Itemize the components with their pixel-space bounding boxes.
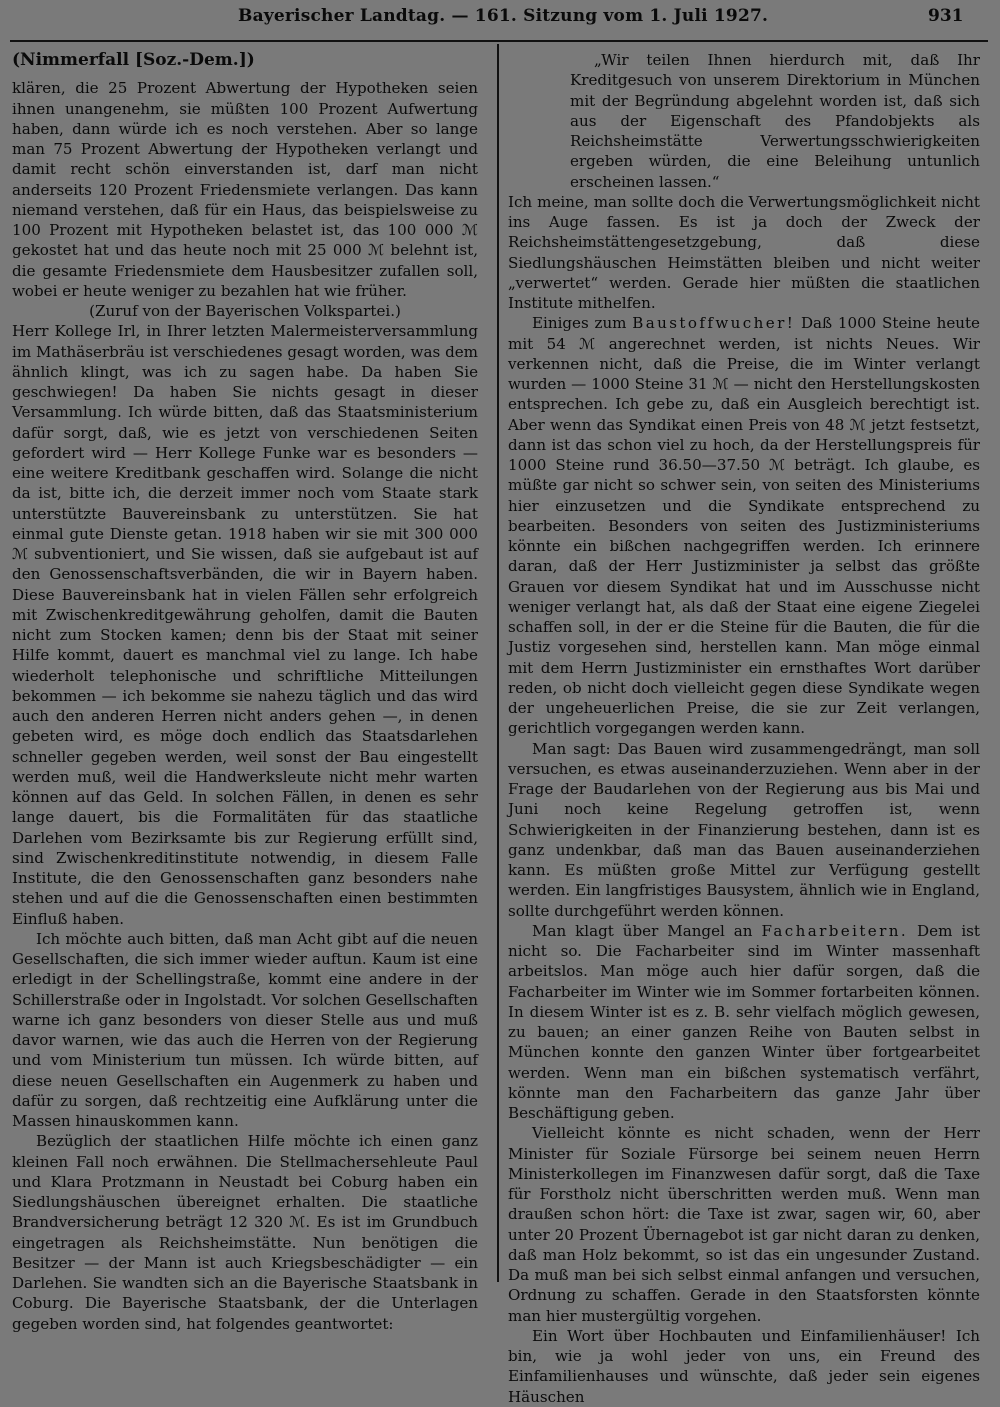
- paragraph: Ich meine, man sollte doch die Verwertungsmöglichkeit nicht ins Auge fassen. Es ist ja doch der Zweck der Reichsheimstättengesetzgebung, daß diese Siedlungshäuschen Heimstätten bleiben und nicht weiter „verwertet“ werden. Gerade hier müßten die staatlichen Institute mithelfen.: [508, 192, 980, 312]
- paragraph: Bezüglich der staatlichen Hilfe möchte ich einen ganz kleinen Fall noch erwähnen. Die Stellmachersehleute Paul und Klara Protzmann in Neustadt bei Coburg haben ein Siedlungshäuschen übereignet erhalten. Die staatliche Brandversicherung beträgt 12 320 ℳ. Es ist im Grundbuch eingetragen als Reichsheimstätte. Nun benötigen die Besitzer — der Mann ist auch Kriegsbeschädigter — ein Darlehen. Sie wandten sich an die Bayerische Staatsbank in Coburg. Die Bayerische Staatsbank, der die Unterlagen gegeben worden sind, hat folgendes geantwortet:: [12, 1132, 478, 1333]
- speaker-name: (Nimmerfall [Soz.-Dem.]): [12, 50, 255, 70]
- interjection: (Zuruf von der Bayerischen Volkspartei.): [89, 302, 401, 320]
- paragraph: Man sagt: Das Bauen wird zusammengedrängt, man soll versuchen, es etwas auseinanderzuziehen. Wenn aber in der Frage der Baudarlehen von der Regierung aus bis Mai und Juni noch keine Regelung getroffen ist, wenn Schwierigkeiten in der Finanzierung bestehen, dann ist es ganz undenkbar, daß man das Bauen auseinanderziehen kann. Es müßten große Mittel zur Verfügung gestellt werden. Ein langfristiges Bausystem, ähnlich wie in England, sollte durchgeführt werden können.: [508, 739, 980, 920]
- paragraph: Ein Wort über Hochbauten und Einfamilienhäuser! Ich bin, wie ja wohl jeder von uns, ein Freund des Einfamilienhauses und wünschte, daß jeder sein eigenes Häuschen: [508, 1326, 980, 1406]
- paragraph-text: Dem ist nicht so. Die Facharbeiter sind im Winter massenhaft arbeitslos. Man möge auch hier dafür sorgen, daß die Facharbeiter im Winter wie im Sommer fortarbeiten können. In diesem Winter ist es z. B. sehr vielfach möglich gewesen, zu bauen; an einer ganzen Reihe von Bauten selbst in München konnte den ganzen Winter über fortgearbeitet werden. Wenn man ein bißchen systematisch verfährt, könnte man den Facharbeitern das ganze Jahr über Beschäftigung geben.: [508, 921, 980, 1122]
- page-header: [0, 6, 1000, 38]
- paragraph-text: Daß 1000 Steine heute mit 54 ℳ angerechnet werden, ist nichts Neues. Wir verkennen nicht, daß die Preise, die im Winter verlangt wurden — 1000 Steine 31 ℳ — nicht den Herstellungskosten entsprechen. Ich gebe zu, daß ein Ausgleich berechtigt ist. Aber wenn das Syndikat einen Preis von 48 ℳ jetzt festsetzt, dann ist das schon viel zu hoch, da der Herstellungspreis für 1000 Steine rund 36.50—37.50 ℳ beträgt. Ich glaube, es müßte gar nicht so schwer sein, von seiten des Ministeriums hier einzusetzen und die Syndikate entsprechend zu bearbeiten. Besonders von seiten des Justizministeriums könnte ein bißchen nachgegriffen werden. Ich erinnere daran, daß der Herr Justizminister ja selbst das größte Grauen vor diesem Syndikat hat und im Ausschusse nicht weniger verlangt hat, als daß der Staat eine eigene Ziegelei schaffen soll, in der er die Steine für die Bauten, die für die Justiz vorgesehen sind, herstellen kann. Man möge einmal mit dem Herrn Justizminister ein ernsthaftes Wort darüber reden, ob nicht doch vielleicht gegen diese Syndikate wegen der ungeheuerlichen Preise, die sie zur Zeit verlangen, gerichtlich vorgegangen werden kann.: [508, 314, 980, 738]
- paragraph: [508, 313, 980, 738]
- paragraph-lead: Einiges zum: [532, 314, 627, 333]
- paragraph: Vielleicht könnte es nicht schaden, wenn der Herr Minister für Soziale Fürsorge bei seinem neuen Herrn Ministerkollegen im Finanzwesen dafür sorgt, daß die Taxe für Forstholz nicht überschritten werden muß. Wenn man draußen schon hört: die Taxe ist zwar, sagen wir, 60, aber unter 20 Prozent Übernagebot ist gar nicht daran zu denken, daß man Holz bekommt, so ist das ein ungesunder Zustand. Da muß man bei sich selbst einmal anfangen und versuchen, Ordnung zu schaffen. Gerade in den Staatsforsten könnte man hier mustergültig vorgehen.: [508, 1124, 980, 1325]
- paragraph: klären, die 25 Prozent Abwertung der Hypotheken seien ihnen unangenehm, sie müßten 100 Prozent Aufwertung haben, dann würde ich es noch verstehen. Aber so lange man 75 Prozent Abwertung der Hypotheken verlangt und damit recht schön einverstanden ist, darf man nicht anderseits 120 Prozent Friedensmiete verlangen. Das kann niemand verstehen, daß für ein Haus, das beispielsweise zu 100 Prozent mit Hypotheken belastet ist, das 100 000 ℳ gekostet hat und das heute noch mit 25 000 ℳ belehnt ist, die gesamte Friedensmiete dem Hausbesitzer zufallen soll, wobei er heute weniger zu bezahlen hat wie früher.: [12, 79, 478, 300]
- column-divider: [497, 44, 499, 1282]
- emphasized-term: Facharbeitern.: [761, 921, 909, 940]
- page-number: 931: [928, 6, 964, 26]
- paragraph-lead: Man klagt über Mangel an: [532, 921, 753, 940]
- quoted-letter: „Wir teilen Ihnen hierdurch mit, daß Ihr Kreditgesuch von unserem Direktorium in München mit der Begründung abgelehnt worden ist, daß sich aus der Eigenschaft des Pfandobjekts als Reichsheimstätte Verwertungsschwierigkeiten ergeben würden, die eine Beleihung untunlich erscheinen lassen.“: [570, 51, 980, 191]
- running-title: Bayerischer Landtag. — 161. Sitzung vom 1. Juli 1927.: [238, 6, 769, 26]
- paragraph: [508, 921, 980, 1124]
- header-rule: [10, 40, 988, 42]
- paragraph: Herr Kollege Irl, in Ihrer letzten Malermeisterversammlung im Mathäserbräu ist verschiedenes gesagt worden, was dem ähnlich klingt, was ich zu sagen habe. Da haben Sie geschwiegen! Da haben Sie nichts gesagt in dieser Versammlung. Ich würde bitten, daß das Staatsministerium dafür sorgt, daß, wie es jetzt von verschiedenen Seiten gefordert wird — Herr Kollege Funke war es besonders — eine weitere Kreditbank geschaffen wird. Solange die nicht da ist, bitte ich, die derzeit immer noch vom Staate stark unterstützte Bauvereinsbank zu unterstützen. Sie hat einmal gute Dienste getan. 1918 haben wir sie mit 300 000 ℳ subventioniert, und Sie wissen, daß sie aufgebaut ist auf den Genossenschaftsverbänden, die wir in Bayern haben. Diese Bauvereinsbank hat in vielen Fällen sehr erfolgreich mit Zwischenkreditgewährung geholfen, damit die Bauten nicht zum Stocken kamen; denn bis der Staat mit seiner Hilfe kommt, dauert es manchmal viel zu lange. Ich habe wiederholt telephonische und schriftliche Mitteilungen bekommen — ich bekomme sie nahezu täglich und das wird auch den anderen Herren nicht anders gehen —, in denen gebeten wird, es möge doch endlich das Staatsdarlehen schneller gegeben werden, weil sonst der Bau eingestellt werden muß, weil die Handwerksleute nicht mehr warten können auf das Geld. In solchen Fällen, in denen es sehr lange dauert, bis die Formalitäten für das staatliche Darlehen vom Bezirksamte bis zur Regierung erfüllt sind, sind Zwischenkreditinstitute notwendig, in diesem Falle Institute, die den Genossenschaften ganz besonders nahe stehen und auf die die Genossenschaften einen bestimmten Einfluß haben.: [12, 322, 478, 928]
- left-column: [12, 50, 478, 1334]
- emphasized-term: Baustoffwucher!: [632, 314, 796, 333]
- right-column: [508, 50, 980, 1407]
- paragraph: Ich möchte auch bitten, daß man Acht gibt auf die neuen Gesellschaften, die sich immer wieder auftun. Kaum ist eine erledigt in der Schellingstraße, kommt eine andere in der Schillerstraße oder in Ingolstadt. Vor solchen Gesellschaften warne ich ganz besonders von dieser Stelle aus und muß davor warnen, wie das auch die Herren von der Regierung und vom Ministerium tun müssen. Ich würde bitten, auf diese neuen Gesellschaften ein Augenmerk zu haben und dafür zu sorgen, daß rechtzeitig eine Aufklärung unter die Massen hinauskommen kann.: [12, 929, 478, 1130]
